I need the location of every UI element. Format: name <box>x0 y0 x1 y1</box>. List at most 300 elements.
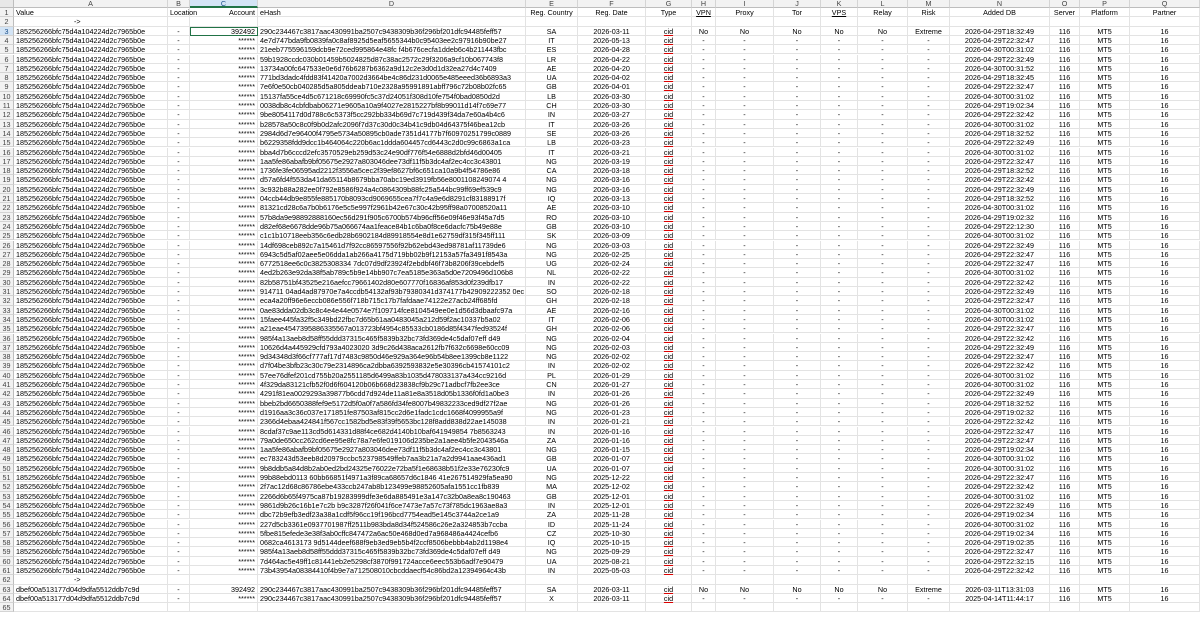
cell-q[interactable]: 16 <box>1130 315 1200 324</box>
cell-i[interactable]: - <box>716 538 774 547</box>
cell-p[interactable]: MT5 <box>1080 464 1130 473</box>
cell-b[interactable]: - <box>168 501 190 510</box>
cell-i[interactable]: - <box>716 389 774 398</box>
empty-cell[interactable] <box>578 603 646 612</box>
cell-a[interactable]: 185256266bfc75d4a104224d2c7965b0e <box>14 520 168 529</box>
cell-c[interactable]: ****** <box>190 213 258 222</box>
cell-f[interactable]: 2026-03-10 <box>578 213 646 222</box>
cell-f[interactable]: 2025-09-29 <box>578 547 646 556</box>
cell-j[interactable]: - <box>774 45 821 54</box>
cell-d[interactable]: 1aa5fe86abafb9bf05675e2927a803046dee73df11f5b3dc4af2ec4cc3c43801 <box>258 157 526 166</box>
cell-a[interactable]: 185256266bfc75d4a104224d2c7965b0e <box>14 101 168 110</box>
empty-cell[interactable] <box>950 575 1050 584</box>
cell-d[interactable]: 7d464ac5e49ff1c81441eb2e5298cf3870f991724acce6eec553b6adf7e90479 <box>258 557 526 566</box>
cell-g[interactable]: cid <box>646 399 692 408</box>
cell-o[interactable]: 116 <box>1050 55 1080 64</box>
cell-j[interactable]: - <box>774 492 821 501</box>
cell-f[interactable]: 2026-02-06 <box>578 315 646 324</box>
cell-i[interactable]: - <box>716 194 774 203</box>
cell-k[interactable]: - <box>821 213 858 222</box>
cell-q[interactable]: 16 <box>1130 213 1200 222</box>
cell-c[interactable]: ****** <box>190 231 258 240</box>
cell-j[interactable]: - <box>774 389 821 398</box>
row-header-51[interactable]: 51 <box>0 473 14 482</box>
cell-b[interactable]: - <box>168 334 190 343</box>
cell-k[interactable]: - <box>821 594 858 603</box>
row-header-17[interactable]: 17 <box>0 157 14 166</box>
cell-e[interactable]: NG <box>526 185 578 194</box>
cell-c[interactable]: ****** <box>190 138 258 147</box>
cell-e[interactable]: LB <box>526 138 578 147</box>
cell-k[interactable]: - <box>821 157 858 166</box>
cell-b[interactable]: - <box>168 306 190 315</box>
cell-b[interactable]: - <box>168 315 190 324</box>
cell-c[interactable]: ****** <box>190 296 258 305</box>
row-header-32[interactable]: 32 <box>0 296 14 305</box>
cell-b[interactable]: - <box>168 120 190 129</box>
cell-i[interactable]: - <box>716 454 774 463</box>
cell-i[interactable]: - <box>716 371 774 380</box>
cell-o[interactable]: 116 <box>1050 259 1080 268</box>
row-header-57[interactable]: 57 <box>0 529 14 538</box>
cell-j[interactable]: - <box>774 371 821 380</box>
cell-e[interactable]: GB <box>526 222 578 231</box>
cell-j[interactable]: - <box>774 343 821 352</box>
cell-q[interactable]: 16 <box>1130 501 1200 510</box>
cell-i[interactable]: - <box>716 166 774 175</box>
cell-f[interactable]: 2026-04-20 <box>578 64 646 73</box>
cell-e[interactable]: IN <box>526 110 578 119</box>
cell-p[interactable]: MT5 <box>1080 445 1130 454</box>
cell-g[interactable]: cid <box>646 445 692 454</box>
cell-l[interactable]: - <box>858 185 908 194</box>
row-header-7[interactable]: 7 <box>0 64 14 73</box>
cell-a[interactable]: 185256266bfc75d4a104224d2c7965b0e <box>14 417 168 426</box>
cell-m[interactable]: - <box>908 120 950 129</box>
row-header-44[interactable]: 44 <box>0 408 14 417</box>
cell-d[interactable]: d57a6fd4f553da41da65114b8679bba70abc19ed3919fb56e8001108249074 4 <box>258 175 526 184</box>
cell-f[interactable]: 2026-03-26 <box>578 129 646 138</box>
cell-p[interactable]: MT5 <box>1080 64 1130 73</box>
cell-o[interactable]: Server <box>1050 8 1080 17</box>
cell-p[interactable]: MT5 <box>1080 454 1130 463</box>
cell-o[interactable]: 116 <box>1050 417 1080 426</box>
row-header-54[interactable]: 54 <box>0 501 14 510</box>
cell-o[interactable]: 116 <box>1050 427 1080 436</box>
cell-b[interactable]: - <box>168 36 190 45</box>
cell-m[interactable]: - <box>908 213 950 222</box>
cell-a[interactable]: 185256266bfc75d4a104224d2c7965b0e <box>14 175 168 184</box>
cell-m[interactable]: - <box>908 352 950 361</box>
cell-q[interactable]: 16 <box>1130 585 1200 594</box>
cell-p[interactable]: MT5 <box>1080 417 1130 426</box>
cell-j[interactable]: - <box>774 557 821 566</box>
cell-h[interactable]: - <box>692 510 716 519</box>
cell-j[interactable]: - <box>774 203 821 212</box>
cell-p[interactable]: MT5 <box>1080 520 1130 529</box>
cell-p[interactable]: MT5 <box>1080 36 1130 45</box>
cell-n[interactable]: 2026-04-29T22:32:47 <box>950 296 1050 305</box>
cell-n[interactable]: 2026-04-29T22:32:42 <box>950 175 1050 184</box>
cell-l[interactable]: - <box>858 445 908 454</box>
cell-j[interactable]: - <box>774 166 821 175</box>
cell-c[interactable]: ****** <box>190 129 258 138</box>
cell-f[interactable]: 2026-02-24 <box>578 259 646 268</box>
cell-b[interactable]: - <box>168 324 190 333</box>
cell-g[interactable]: cid <box>646 120 692 129</box>
cell-g[interactable]: cid <box>646 557 692 566</box>
cell-c[interactable]: ****** <box>190 417 258 426</box>
cell-h[interactable]: No <box>692 27 716 36</box>
cell-f[interactable]: 2026-03-18 <box>578 166 646 175</box>
cell-o[interactable]: 116 <box>1050 148 1080 157</box>
cell-d[interactable]: bba4d7b6cccd2efc3570529eb259d53c24e90df776f54e6888d2bfd46d00405 <box>258 148 526 157</box>
cell-n[interactable]: Added DB <box>950 8 1050 17</box>
cell-o[interactable]: 116 <box>1050 110 1080 119</box>
cell-c[interactable]: ****** <box>190 538 258 547</box>
cell-a[interactable]: 185256266bfc75d4a104224d2c7965b0e <box>14 566 168 575</box>
cell-m[interactable]: - <box>908 110 950 119</box>
cell-j[interactable]: - <box>774 566 821 575</box>
cell-i[interactable]: - <box>716 55 774 64</box>
row-header-24[interactable]: 24 <box>0 222 14 231</box>
cell-g[interactable]: cid <box>646 529 692 538</box>
cell-c[interactable]: ****** <box>190 380 258 389</box>
cell-l[interactable]: - <box>858 501 908 510</box>
cell-h[interactable]: - <box>692 417 716 426</box>
cell-k[interactable]: - <box>821 399 858 408</box>
cell-b[interactable]: - <box>168 250 190 259</box>
cell-j[interactable]: - <box>774 352 821 361</box>
cell-f[interactable]: 2026-03-11 <box>578 27 646 36</box>
cell-o[interactable]: 116 <box>1050 120 1080 129</box>
cell-q[interactable]: 16 <box>1130 250 1200 259</box>
cell-q[interactable]: 16 <box>1130 203 1200 212</box>
row-header-42[interactable]: 42 <box>0 389 14 398</box>
cell-e[interactable]: NG <box>526 250 578 259</box>
cell-b[interactable]: - <box>168 268 190 277</box>
cell-g[interactable]: cid <box>646 27 692 36</box>
cell-f[interactable]: 2025-12-01 <box>578 492 646 501</box>
cell-n[interactable]: 2026-04-29T22:32:42 <box>950 278 1050 287</box>
cell-b[interactable]: - <box>168 585 190 594</box>
cell-o[interactable]: 116 <box>1050 213 1080 222</box>
row-header-35[interactable]: 35 <box>0 324 14 333</box>
cell-f[interactable]: 2026-04-02 <box>578 73 646 82</box>
cell-l[interactable]: - <box>858 324 908 333</box>
cell-p[interactable]: MT5 <box>1080 268 1130 277</box>
cell-i[interactable]: - <box>716 501 774 510</box>
cell-n[interactable]: 2025-04-14T11:44:17 <box>950 594 1050 603</box>
cell-p[interactable]: MT5 <box>1080 73 1130 82</box>
row-header-28[interactable]: 28 <box>0 259 14 268</box>
cell-i[interactable]: - <box>716 259 774 268</box>
cell-o[interactable]: 116 <box>1050 399 1080 408</box>
cell-l[interactable]: - <box>858 129 908 138</box>
cell-g[interactable]: cid <box>646 417 692 426</box>
cell-g[interactable]: cid <box>646 268 692 277</box>
cell-p[interactable]: MT5 <box>1080 166 1130 175</box>
cell-c[interactable]: ****** <box>190 371 258 380</box>
cell-g[interactable]: cid <box>646 361 692 370</box>
cell-l[interactable]: - <box>858 547 908 556</box>
cell-h[interactable]: - <box>692 352 716 361</box>
cell-n[interactable]: 2026-04-29T22:12:30 <box>950 222 1050 231</box>
cell-p[interactable]: MT5 <box>1080 148 1130 157</box>
cell-e[interactable]: IN <box>526 501 578 510</box>
cell-q[interactable]: 16 <box>1130 27 1200 36</box>
cell-p[interactable]: MT5 <box>1080 389 1130 398</box>
row-header-9[interactable]: 9 <box>0 82 14 91</box>
cell-j[interactable]: - <box>774 427 821 436</box>
cell-m[interactable]: Extreme <box>908 27 950 36</box>
cell-o[interactable]: 116 <box>1050 324 1080 333</box>
cell-e[interactable]: RO <box>526 213 578 222</box>
cell-e[interactable]: PL <box>526 371 578 380</box>
cell-i[interactable]: - <box>716 436 774 445</box>
row-header-5[interactable]: 5 <box>0 45 14 54</box>
cell-p[interactable]: MT5 <box>1080 306 1130 315</box>
cell-h[interactable]: - <box>692 73 716 82</box>
cell-b[interactable]: - <box>168 185 190 194</box>
cell-o[interactable]: 116 <box>1050 464 1080 473</box>
cell-e[interactable]: AE <box>526 306 578 315</box>
cell-e[interactable]: NG <box>526 473 578 482</box>
cell-f[interactable]: 2025-12-02 <box>578 482 646 491</box>
cell-m[interactable]: - <box>908 166 950 175</box>
cell-c[interactable]: Account <box>190 8 258 17</box>
cell-o[interactable]: 116 <box>1050 241 1080 250</box>
cell-a[interactable]: 185256266bfc75d4a104224d2c7965b0e <box>14 408 168 417</box>
cell-a[interactable]: 185256266bfc75d4a104224d2c7965b0e <box>14 222 168 231</box>
empty-cell[interactable] <box>1080 603 1130 612</box>
row-header-25[interactable]: 25 <box>0 231 14 240</box>
cell-d[interactable]: 73b43954a08384410f4b9e7a712508010cbcddaecf54c86bd2a12394964c43b <box>258 566 526 575</box>
cell-a[interactable]: 185256266bfc75d4a104224d2c7965b0e <box>14 557 168 566</box>
cell-o[interactable]: 116 <box>1050 352 1080 361</box>
cell-m[interactable]: - <box>908 445 950 454</box>
cell-b[interactable]: - <box>168 92 190 101</box>
cell-h[interactable]: - <box>692 529 716 538</box>
cell-g[interactable]: cid <box>646 501 692 510</box>
empty-cell[interactable] <box>774 17 821 26</box>
cell-i[interactable]: - <box>716 566 774 575</box>
row-header-31[interactable]: 31 <box>0 287 14 296</box>
cell-d[interactable]: 7e6f0e50cb040285d5a805ddeab710e2328a95991891abff796c72b08b02fc65 <box>258 82 526 91</box>
cell-h[interactable]: - <box>692 594 716 603</box>
cell-a[interactable]: 185256266bfc75d4a104224d2c7965b0e <box>14 64 168 73</box>
cell-h[interactable]: - <box>692 482 716 491</box>
cell-i[interactable]: - <box>716 231 774 240</box>
row-header-6[interactable]: 6 <box>0 55 14 64</box>
cell-k[interactable]: - <box>821 492 858 501</box>
cell-f[interactable]: 2026-03-19 <box>578 157 646 166</box>
cell-b[interactable]: - <box>168 157 190 166</box>
cell-f[interactable]: 2026-01-27 <box>578 380 646 389</box>
cell-g[interactable]: cid <box>646 473 692 482</box>
cell-m[interactable]: - <box>908 538 950 547</box>
cell-d[interactable]: 1736fe3fe06595ad2212f3556a5cec2f39ef8627bf6c651ca10a9b4f54786e86 <box>258 166 526 175</box>
cell-q[interactable]: 16 <box>1130 110 1200 119</box>
cell-m[interactable]: - <box>908 175 950 184</box>
cell-d[interactable]: eca4a20ff96e6eccb086e556f718b715c17b7fafdaae74122e27acb24ff685fd <box>258 296 526 305</box>
cell-a[interactable]: 185256266bfc75d4a104224d2c7965b0e <box>14 352 168 361</box>
cell-d[interactable]: 771bd3dadc4fdd83f41420a7002d3664be4c86d231d0065e485eeed36b6893a3 <box>258 73 526 82</box>
cell-g[interactable]: cid <box>646 101 692 110</box>
cell-a[interactable]: 185256266bfc75d4a104224d2c7965b0e <box>14 464 168 473</box>
cell-p[interactable]: MT5 <box>1080 129 1130 138</box>
cell-q[interactable]: 16 <box>1130 594 1200 603</box>
cell-g[interactable]: cid <box>646 92 692 101</box>
cell-e[interactable]: IT <box>526 36 578 45</box>
cell-q[interactable]: 16 <box>1130 259 1200 268</box>
cell-n[interactable]: 2026-04-29T22:32:47 <box>950 427 1050 436</box>
column-header-o[interactable]: O <box>1050 0 1080 8</box>
cell-d[interactable]: 82b58751bf43525e216aefcc79661402d80e607770f16836af853d0f239dfb17 <box>258 278 526 287</box>
cell-b[interactable]: - <box>168 138 190 147</box>
cell-f[interactable]: 2026-01-23 <box>578 408 646 417</box>
cell-c[interactable]: ****** <box>190 399 258 408</box>
cell-q[interactable]: 16 <box>1130 287 1200 296</box>
cell-b[interactable]: - <box>168 259 190 268</box>
cell-q[interactable]: 16 <box>1130 101 1200 110</box>
cell-a[interactable]: 185256266bfc75d4a104224d2c7965b0e <box>14 399 168 408</box>
cell-q[interactable]: 16 <box>1130 64 1200 73</box>
cell-h[interactable]: - <box>692 399 716 408</box>
cell-m[interactable]: - <box>908 92 950 101</box>
empty-cell[interactable] <box>950 603 1050 612</box>
cell-h[interactable]: - <box>692 315 716 324</box>
row-header-1[interactable]: 1 <box>0 8 14 17</box>
cell-p[interactable]: MT5 <box>1080 585 1130 594</box>
cell-o[interactable]: 116 <box>1050 566 1080 575</box>
cell-c[interactable]: ****** <box>190 482 258 491</box>
cell-k[interactable]: - <box>821 203 858 212</box>
row-header-48[interactable]: 48 <box>0 445 14 454</box>
cell-j[interactable]: No <box>774 585 821 594</box>
cell-k[interactable]: - <box>821 129 858 138</box>
cell-d[interactable]: 227d5cb3361e0937701987ff2511b983bda8d34f524586c26e2a324853b7ccba <box>258 520 526 529</box>
cell-e[interactable]: IN <box>526 427 578 436</box>
cell-m[interactable]: - <box>908 454 950 463</box>
cell-p[interactable]: MT5 <box>1080 213 1130 222</box>
cell-l[interactable]: - <box>858 82 908 91</box>
cell-o[interactable]: 116 <box>1050 547 1080 556</box>
cell-c[interactable]: ****** <box>190 566 258 575</box>
empty-cell[interactable] <box>526 17 578 26</box>
cell-a[interactable]: 185256266bfc75d4a104224d2c7965b0e <box>14 501 168 510</box>
empty-cell[interactable] <box>578 17 646 26</box>
cell-k[interactable]: - <box>821 464 858 473</box>
cell-k[interactable]: No <box>821 27 858 36</box>
cell-m[interactable]: - <box>908 148 950 157</box>
cell-g[interactable]: cid <box>646 324 692 333</box>
cell-h[interactable]: - <box>692 259 716 268</box>
cell-p[interactable]: MT5 <box>1080 408 1130 417</box>
row-header-12[interactable]: 12 <box>0 110 14 119</box>
row-header-21[interactable]: 21 <box>0 194 14 203</box>
cell-g[interactable]: cid <box>646 82 692 91</box>
cell-c[interactable]: ****** <box>190 557 258 566</box>
cell-a[interactable]: Value <box>14 8 168 17</box>
row-header-61[interactable]: 61 <box>0 566 14 575</box>
cell-f[interactable]: 2026-03-30 <box>578 92 646 101</box>
cell-h[interactable]: - <box>692 185 716 194</box>
column-header-a[interactable]: A <box>14 0 168 8</box>
cell-n[interactable]: 2026-04-29T22:32:42 <box>950 417 1050 426</box>
empty-cell[interactable] <box>646 17 692 26</box>
cell-n[interactable]: 2026-04-30T00:31:02 <box>950 203 1050 212</box>
cell-a[interactable]: 185256266bfc75d4a104224d2c7965b0e <box>14 45 168 54</box>
cell-d[interactable]: dbc72b9efb3edf23a38a1cdf5f96cc19f196bcd7754ead5e145c3744a2ce1a9 <box>258 510 526 519</box>
cell-l[interactable]: - <box>858 166 908 175</box>
cell-l[interactable]: - <box>858 203 908 212</box>
cell-e[interactable]: GB <box>526 454 578 463</box>
cell-m[interactable]: - <box>908 306 950 315</box>
cell-e[interactable]: GH <box>526 324 578 333</box>
empty-cell[interactable] <box>168 603 190 612</box>
empty-cell[interactable] <box>858 603 908 612</box>
empty-cell[interactable] <box>1050 603 1080 612</box>
cell-b[interactable]: - <box>168 231 190 240</box>
cell-b[interactable]: - <box>168 101 190 110</box>
cell-k[interactable]: - <box>821 547 858 556</box>
cell-m[interactable]: - <box>908 361 950 370</box>
cell-p[interactable]: MT5 <box>1080 259 1130 268</box>
cell-e[interactable]: NG <box>526 175 578 184</box>
cell-g[interactable]: cid <box>646 129 692 138</box>
cell-a[interactable]: 185256266bfc75d4a104224d2c7965b0e <box>14 36 168 45</box>
cell-p[interactable]: MT5 <box>1080 334 1130 343</box>
cell-o[interactable]: 116 <box>1050 343 1080 352</box>
cell-i[interactable]: - <box>716 529 774 538</box>
cell-g[interactable]: cid <box>646 334 692 343</box>
cell-k[interactable]: - <box>821 324 858 333</box>
cell-j[interactable]: - <box>774 473 821 482</box>
cell-c[interactable]: ****** <box>190 148 258 157</box>
cell-p[interactable]: MT5 <box>1080 343 1130 352</box>
cell-o[interactable]: 116 <box>1050 101 1080 110</box>
cell-g[interactable]: cid <box>646 464 692 473</box>
cell-n[interactable]: 2026-04-29T22:32:47 <box>950 36 1050 45</box>
cell-b[interactable]: - <box>168 194 190 203</box>
cell-q[interactable]: 16 <box>1130 148 1200 157</box>
cell-m[interactable]: - <box>908 231 950 240</box>
cell-h[interactable]: - <box>692 203 716 212</box>
cell-d[interactable]: 0038db8c4cbfdbab06271e9605a10a9f4027e2815227bf8b99011d14f7c69e77 <box>258 101 526 110</box>
cell-o[interactable]: 116 <box>1050 73 1080 82</box>
cell-i[interactable]: - <box>716 427 774 436</box>
cell-n[interactable]: 2026-04-29T18:32:45 <box>950 73 1050 82</box>
cell-n[interactable]: 2026-03-11T13:31:03 <box>950 585 1050 594</box>
cell-k[interactable]: - <box>821 278 858 287</box>
cell-d[interactable]: d1916aa3c36c037e171851fe87503af815cc2d6e1fadc1cdc1668f4099955a9f <box>258 408 526 417</box>
cell-f[interactable]: 2026-03-16 <box>578 185 646 194</box>
cell-g[interactable]: cid <box>646 371 692 380</box>
cell-e[interactable]: GB <box>526 492 578 501</box>
row-header-20[interactable]: 20 <box>0 185 14 194</box>
cell-q[interactable]: 16 <box>1130 371 1200 380</box>
cell-i[interactable]: - <box>716 120 774 129</box>
cell-d[interactable]: 9861d9b26c16b1e7c2b b9c3287f26f041f6ce7473e7a57c73f785dc1963ae8a3 <box>258 501 526 510</box>
cell-k[interactable]: - <box>821 501 858 510</box>
cell-h[interactable]: - <box>692 287 716 296</box>
cell-i[interactable]: - <box>716 408 774 417</box>
cell-b[interactable]: - <box>168 594 190 603</box>
cell-q[interactable]: 16 <box>1130 334 1200 343</box>
cell-i[interactable]: - <box>716 417 774 426</box>
cell-q[interactable]: 16 <box>1130 194 1200 203</box>
